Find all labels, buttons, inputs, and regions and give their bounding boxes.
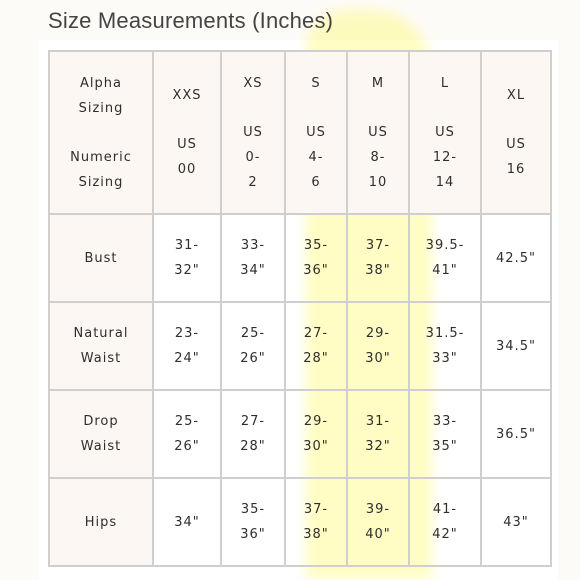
numeric-size: US 0- 2 <box>243 124 263 190</box>
table-cell: 37- 38" <box>347 214 409 302</box>
table-cell: 34.5" <box>481 302 551 390</box>
table-cell: 33- 35" <box>409 390 481 478</box>
header-row <box>49 51 551 214</box>
size-table <box>48 50 552 567</box>
table-cell: 39.5- 41" <box>409 214 481 302</box>
size-col-xl <box>481 51 551 214</box>
numeric-size: US 4- 6 <box>306 124 326 190</box>
table-cell: 23- 24" <box>153 302 221 390</box>
table-cell: 35- 36" <box>285 214 347 302</box>
table-cell: 29- 30" <box>285 390 347 478</box>
table-cell: 31- 32" <box>153 214 221 302</box>
alpha-size: L <box>440 75 450 91</box>
alpha-size: XXS <box>172 88 202 103</box>
header-label-cell <box>49 51 153 214</box>
row-label: Drop Waist <box>49 390 153 478</box>
table-cell: 25- 26" <box>221 302 285 390</box>
table-cell: 35- 36" <box>221 478 285 566</box>
table-cell: 27- 28" <box>285 302 347 390</box>
size-col-xs <box>221 51 285 214</box>
table-cell: 36.5" <box>481 390 551 478</box>
numeric-sizing-label: Numeric Sizing <box>70 149 132 190</box>
alpha-size: XS <box>243 75 263 91</box>
table-row <box>49 302 551 390</box>
table-cell: 43" <box>481 478 551 566</box>
table-cell: 31- 32" <box>347 390 409 478</box>
table-row <box>49 390 551 478</box>
row-label: Natural Waist <box>49 302 153 390</box>
alpha-size: XL <box>506 88 526 103</box>
table-cell: 31.5- 33" <box>409 302 481 390</box>
alpha-sizing-label: Alpha Sizing <box>78 75 124 116</box>
size-col-s <box>285 51 347 214</box>
size-col-l <box>409 51 481 214</box>
size-col-xxs <box>153 51 221 214</box>
row-label: Hips <box>49 478 153 566</box>
table-cell: 33- 34" <box>221 214 285 302</box>
table-cell: 42.5" <box>481 214 551 302</box>
numeric-size: US 8- 10 <box>368 124 388 190</box>
table-cell: 37- 38" <box>285 478 347 566</box>
numeric-size: US 12- 14 <box>432 124 458 190</box>
numeric-size: US 00 <box>177 137 197 177</box>
table-cell: 27- 28" <box>221 390 285 478</box>
numeric-size: US 16 <box>506 137 526 177</box>
alpha-size: S <box>311 75 321 91</box>
alpha-size: M <box>371 75 385 91</box>
row-label: Bust <box>49 214 153 302</box>
size-col-m <box>347 51 409 214</box>
table-cell: 41- 42" <box>409 478 481 566</box>
table-cell: 34" <box>153 478 221 566</box>
page-title: Size Measurements (Inches) <box>48 8 334 33</box>
table-row <box>49 478 551 566</box>
table-row <box>49 214 551 302</box>
table-cell: 39- 40" <box>347 478 409 566</box>
table-cell: 25- 26" <box>153 390 221 478</box>
table-cell: 29- 30" <box>347 302 409 390</box>
